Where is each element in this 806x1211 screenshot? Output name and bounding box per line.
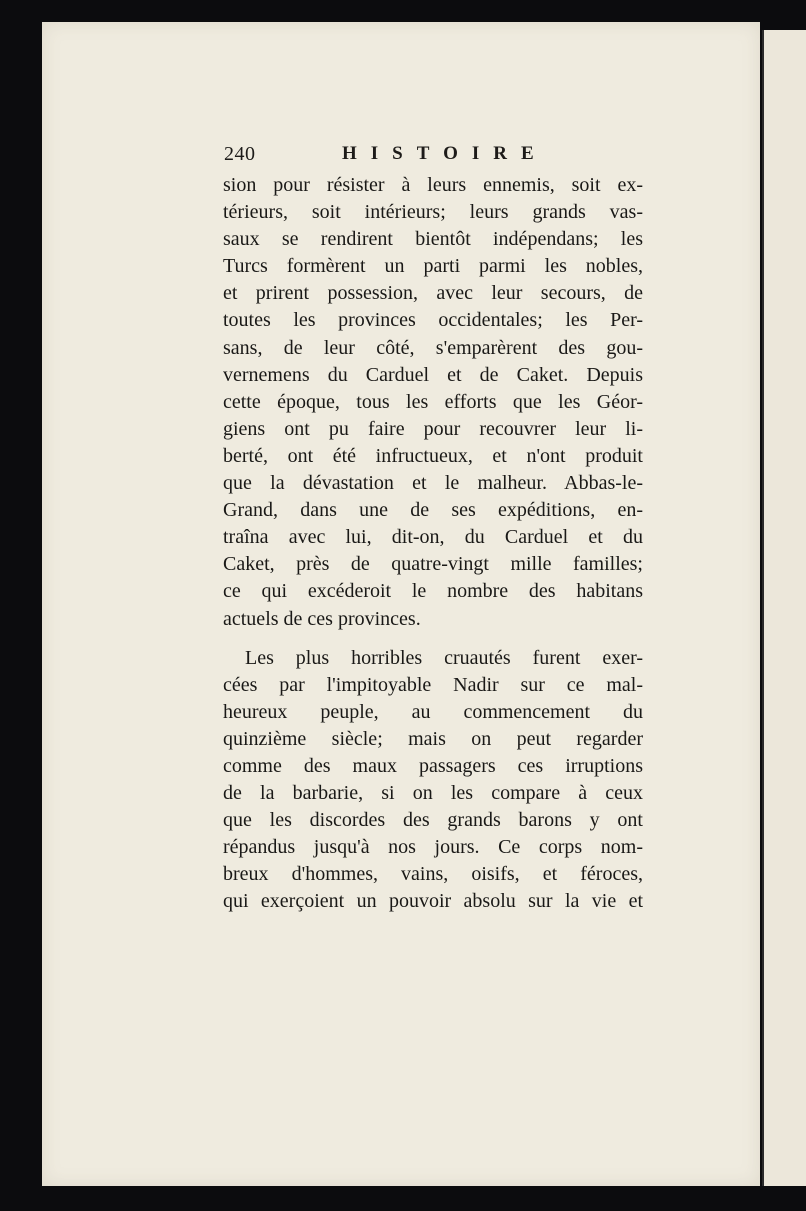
text-line: répandus jusqu'à nos jours. Ce corps nom- <box>223 836 643 859</box>
text-line: breux d'hommes, vains, oisifs, et féroces, <box>223 863 643 886</box>
text-line: Grand, dans une de ses expéditions, en- <box>223 499 643 522</box>
text-line: que la dévastation et le malheur. Abbas-le- <box>223 472 643 495</box>
adjacent-page-edge <box>762 30 806 1186</box>
text-line: Turcs formèrent un parti parmi les nobles, <box>223 255 643 278</box>
text-line: térieurs, soit intérieurs; leurs grands vas- <box>223 201 643 224</box>
text-line: traîna avec lui, dit-on, du Carduel et du <box>223 526 643 549</box>
text-line: heureux peuple, au commencement du <box>223 700 643 723</box>
text-line: quinzième siècle; mais on peut regarder <box>223 727 643 750</box>
text-line: cées par l'impitoyable Nadir sur ce mal- <box>223 673 643 696</box>
text-line: comme des maux passagers ces irruptions <box>223 754 643 777</box>
text-line: saux se rendirent bientôt indépendans; les <box>223 228 643 251</box>
text-line: que les discordes des grands barons y ont <box>223 809 643 832</box>
text-line: giens ont pu faire pour recouvrer leur li- <box>223 417 643 440</box>
paragraph <box>223 172 643 633</box>
text-line: actuels de ces provinces. <box>223 607 421 630</box>
text-line: berté, ont été infructueux, et n'ont produit <box>223 444 643 467</box>
page-header <box>224 143 644 169</box>
text-line: Les plus horribles cruautés furent exer- <box>245 646 643 669</box>
text-line: sion pour résister à leurs ennemis, soit ex- <box>223 174 643 196</box>
text-line: vernemens du Carduel et de Caket. Depuis <box>223 363 643 386</box>
text-line: ce qui excéderoit le nombre des habitans <box>223 580 643 603</box>
text-line: toutes les provinces occidentales; les Per- <box>223 309 643 332</box>
running-title: HISTOIRE <box>342 143 548 164</box>
paragraph-gap <box>223 633 643 645</box>
text-line: sans, de leur côté, s'emparèrent des gou- <box>223 336 643 359</box>
text-line: cette époque, tous les efforts que les Géor- <box>223 390 643 413</box>
text-line: de la barbarie, si on les compare à ceux <box>223 782 643 805</box>
text-line: et prirent possession, avec leur secours, de <box>223 282 643 305</box>
text-line: Caket, près de quatre-vingt mille familles; <box>223 553 643 576</box>
page-number: 240 <box>224 143 256 165</box>
paragraph <box>223 645 643 916</box>
body-text <box>223 172 643 916</box>
text-line: qui exerçoient un pouvoir absolu sur la vie et <box>223 890 643 913</box>
